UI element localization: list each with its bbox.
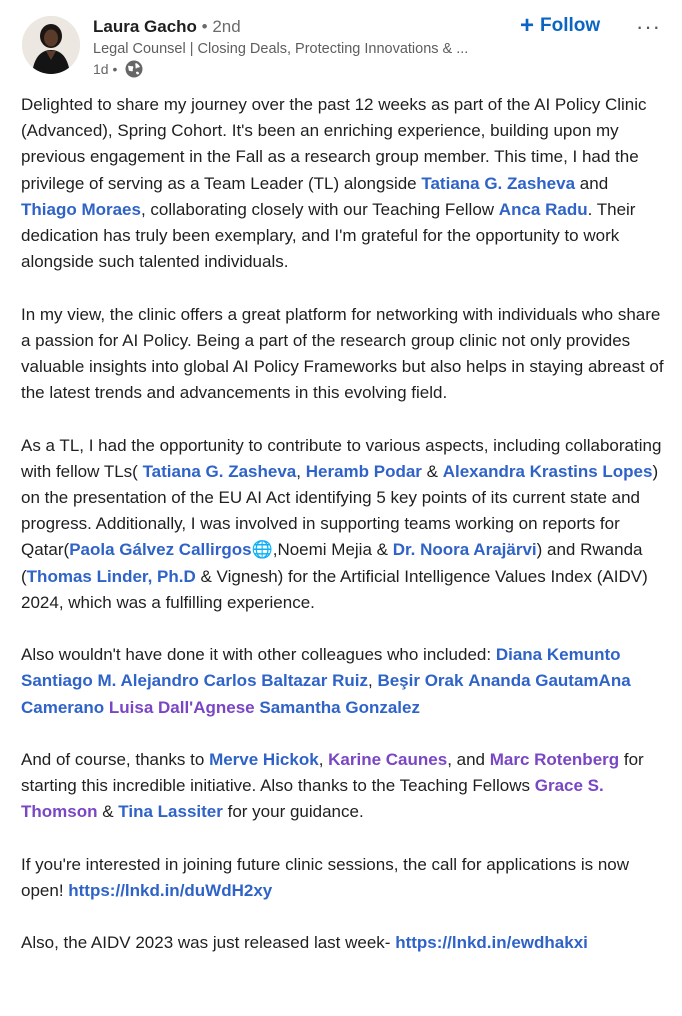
external-link[interactable]: https://lnkd.in/ewdhakxi — [395, 933, 588, 953]
post-text: And of course, thanks to — [21, 750, 210, 770]
post-meta — [93, 59, 144, 79]
post-paragraph-5 — [21, 747, 666, 826]
post-paragraph-4 — [21, 642, 666, 721]
connection-degree: • 2nd — [196, 17, 241, 36]
post-text: ,Noemi Mejia & — [272, 540, 393, 560]
mention-link[interactable]: Thomas Linder, Ph.D — [26, 566, 196, 586]
post-text: and — [575, 173, 609, 193]
plus-icon: + — [520, 12, 535, 39]
mention-link[interactable]: Thiago Moraes — [21, 199, 141, 219]
globe-icon — [124, 59, 144, 79]
post-text: for starting this incredible initiative. Also thanks to the Teaching Fellows — [21, 750, 644, 796]
post-paragraph-3 — [21, 433, 666, 616]
author-name[interactable]: Laura Gacho — [93, 17, 197, 36]
post-text: , — [318, 750, 329, 770]
post-text: , and — [447, 750, 490, 770]
post-paragraph-2: In my view, the clinic offers a great platform for networking with individuals who share a passion for AI Policy. Being a part of the research group clinic not only provides valuable insights into global AI Policy Frameworks but also helps in staying abreast of the latest trends and advancements in this evolving field. — [21, 304, 664, 403]
mention-link[interactable]: Merve Hickok — [209, 750, 319, 770]
post-paragraph-7 — [21, 930, 666, 956]
post-paragraph-6 — [21, 852, 666, 904]
post-text: . Their dedication has truly been exemplary, and I'm grateful for the opportunity to work alongside such talented individuals. — [21, 199, 636, 272]
mention-link[interactable]: Samantha Gonzalez — [259, 697, 420, 717]
post-text: & Vignesh) for the Artificial Intelligence Values Index (AIDV) 2024, which was a fulfilling experience. — [21, 566, 648, 612]
author-name-row — [93, 16, 241, 38]
post-text: As a TL, I had the opportunity to contribute to various aspects, including collaborating with fellow TLs( — [21, 435, 662, 481]
mention-link[interactable]: Luisa Dall'Agnese — [108, 697, 255, 717]
post-time: 1d • — [93, 61, 118, 77]
more-options-icon[interactable]: ··· — [636, 14, 661, 39]
post-text: for your guidance. — [222, 802, 364, 822]
mention-link[interactable]: Diana Kemunto — [495, 645, 621, 665]
follow-button[interactable] — [520, 12, 600, 40]
post-text: ) and Rwanda ( — [21, 540, 643, 586]
post-body — [21, 92, 666, 983]
post-text: & — [97, 802, 119, 822]
mention-link[interactable]: Ananda Gautam — [468, 671, 599, 691]
author-headline: Legal Counsel | Closing Deals, Protecting Innovations & ... — [93, 41, 469, 57]
mention-link[interactable]: Beşir Orak — [377, 671, 464, 691]
post-text: If you're interested in joining future clinic sessions, the call for applications is now open! — [21, 854, 629, 901]
mention-link[interactable]: Anca Radu — [498, 199, 588, 219]
external-link[interactable]: https://lnkd.in/duWdH2xy — [68, 881, 273, 901]
follow-label: Follow — [540, 15, 601, 36]
mention-link[interactable]: Dr. Noora Arajärvi — [392, 540, 537, 560]
post-header — [0, 0, 682, 90]
mention-link[interactable]: Santiago M. Alejandro Carlos Baltazar Ruiz — [21, 671, 368, 691]
post-text: , — [296, 461, 306, 481]
post-text: Also, the AIDV 2023 was just released last week- — [21, 933, 396, 953]
post-text: , — [368, 671, 378, 691]
mention-link[interactable]: Grace S. Thomson — [21, 776, 604, 822]
post-text: ) on the presentation of the EU AI Act identifying 5 key points of its current state and progress. Additionally, I was involved in supporting teams working on reports for Qatar( — [21, 461, 659, 560]
mention-link[interactable]: Karine Caunes — [328, 750, 448, 770]
post-text: Also wouldn't have done it with other colleagues who included: — [21, 645, 496, 665]
mention-link[interactable]: Ana Camerano — [21, 671, 631, 717]
mention-link[interactable]: Alexandra Krastins Lopes — [442, 461, 653, 481]
post-text: & — [421, 461, 443, 481]
mention-link[interactable]: Paola Gálvez Callirgos🌐 — [69, 540, 273, 560]
mention-link[interactable]: Tatiana G. Zasheva — [421, 173, 576, 193]
mention-link[interactable]: Heramb Podar — [305, 461, 422, 481]
post-text: , collaborating closely with our Teaching Fellow — [140, 199, 499, 219]
author-avatar[interactable] — [22, 16, 80, 74]
mention-link[interactable]: Tina Lassiter — [118, 802, 223, 822]
mention-link[interactable]: Tatiana G. Zasheva — [142, 461, 297, 481]
post-text: Delighted to share my journey over the past 12 weeks as part of the AI Policy Clinic (Advanced), Spring Cohort. It's been an enriching experience, building upon my previous engagement in the Fall as a research group member. This time, I had the privilege of serving as a Team Leader (TL) alongside — [21, 95, 647, 193]
mention-link[interactable]: Marc Rotenberg — [489, 750, 620, 770]
avatar-photo — [22, 16, 80, 74]
post-paragraph-1 — [21, 92, 666, 275]
